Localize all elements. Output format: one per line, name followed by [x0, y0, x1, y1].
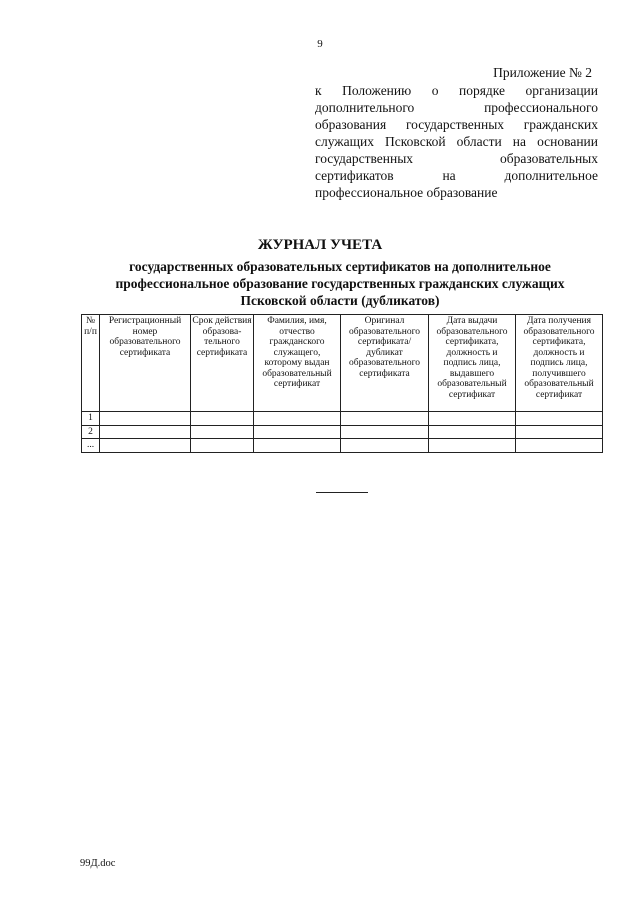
table-cell — [254, 439, 341, 453]
page-number: 9 — [317, 38, 323, 50]
end-divider — [316, 492, 368, 493]
column-header-number: № п/п — [82, 315, 100, 412]
journal-title: ЖУРНАЛ УЧЕТА — [257, 237, 383, 253]
appendix-line: профессиональное образование — [315, 185, 498, 200]
table-cell — [100, 439, 191, 453]
table-cell — [254, 425, 341, 439]
appendix-line: государственных образовательных — [315, 151, 598, 166]
table-cell — [191, 439, 254, 453]
table-cell — [429, 439, 516, 453]
journal-subtitle-line: Псковской области (дубликатов) — [240, 293, 440, 308]
appendix-block — [315, 64, 598, 201]
journal-table — [81, 314, 603, 453]
appendix-line: к Положению о порядке организации — [315, 83, 598, 98]
footer-file-name: 99Д.doc — [80, 858, 116, 869]
column-header-issue-date: Дата выдачи образовательного сертификата, должность и подпись лица, выдавшего образовательный сертификат — [429, 315, 516, 412]
appendix-title: Приложение № 2 — [493, 65, 592, 80]
appendix-line: образования государственных гражданских — [315, 117, 598, 132]
column-header-registration-number: Регистрационный номер образовательного сертификата — [100, 315, 191, 412]
appendix-line: служащих Псковской области на основании — [315, 134, 598, 149]
table-cell — [429, 412, 516, 426]
table-cell — [516, 425, 603, 439]
table-cell — [429, 425, 516, 439]
table-cell — [341, 425, 429, 439]
journal-subtitle — [80, 258, 600, 309]
column-header-receipt-date: Дата получения образовательного сертификата, должность и подпись лица, получившего образовательный сертификат — [516, 315, 603, 412]
table-row — [82, 425, 603, 439]
appendix-line: сертификатов на дополнительное — [315, 168, 598, 183]
appendix-line: дополнительного профессионального — [315, 100, 598, 115]
table-cell — [100, 412, 191, 426]
table-cell — [191, 412, 254, 426]
journal-subtitle-line: профессиональное образование государственных гражданских служащих — [115, 276, 565, 291]
table-cell — [100, 425, 191, 439]
table-cell-number: 2 — [82, 425, 100, 439]
table-cell — [516, 412, 603, 426]
table-cell — [254, 412, 341, 426]
column-header-full-name: Фамилия, имя, отчество гражданского служащего, которому выдан образовательный сертификат — [254, 315, 341, 412]
table-cell — [516, 439, 603, 453]
table-cell-number: 1 — [82, 412, 100, 426]
table-cell — [191, 425, 254, 439]
table-header-row — [82, 315, 603, 412]
column-header-original-duplicate: Оригинал образовательного сертификата/ дубликат образовательного сертификата — [341, 315, 429, 412]
table-cell-number: ... — [82, 439, 100, 453]
table-row — [82, 439, 603, 453]
table-cell — [341, 412, 429, 426]
journal-subtitle-line: государственных образовательных сертификатов на дополнительное — [129, 259, 551, 274]
table-cell — [341, 439, 429, 453]
table-row — [82, 412, 603, 426]
column-header-validity-period: Срок действия образова-тельного сертификата — [191, 315, 254, 412]
